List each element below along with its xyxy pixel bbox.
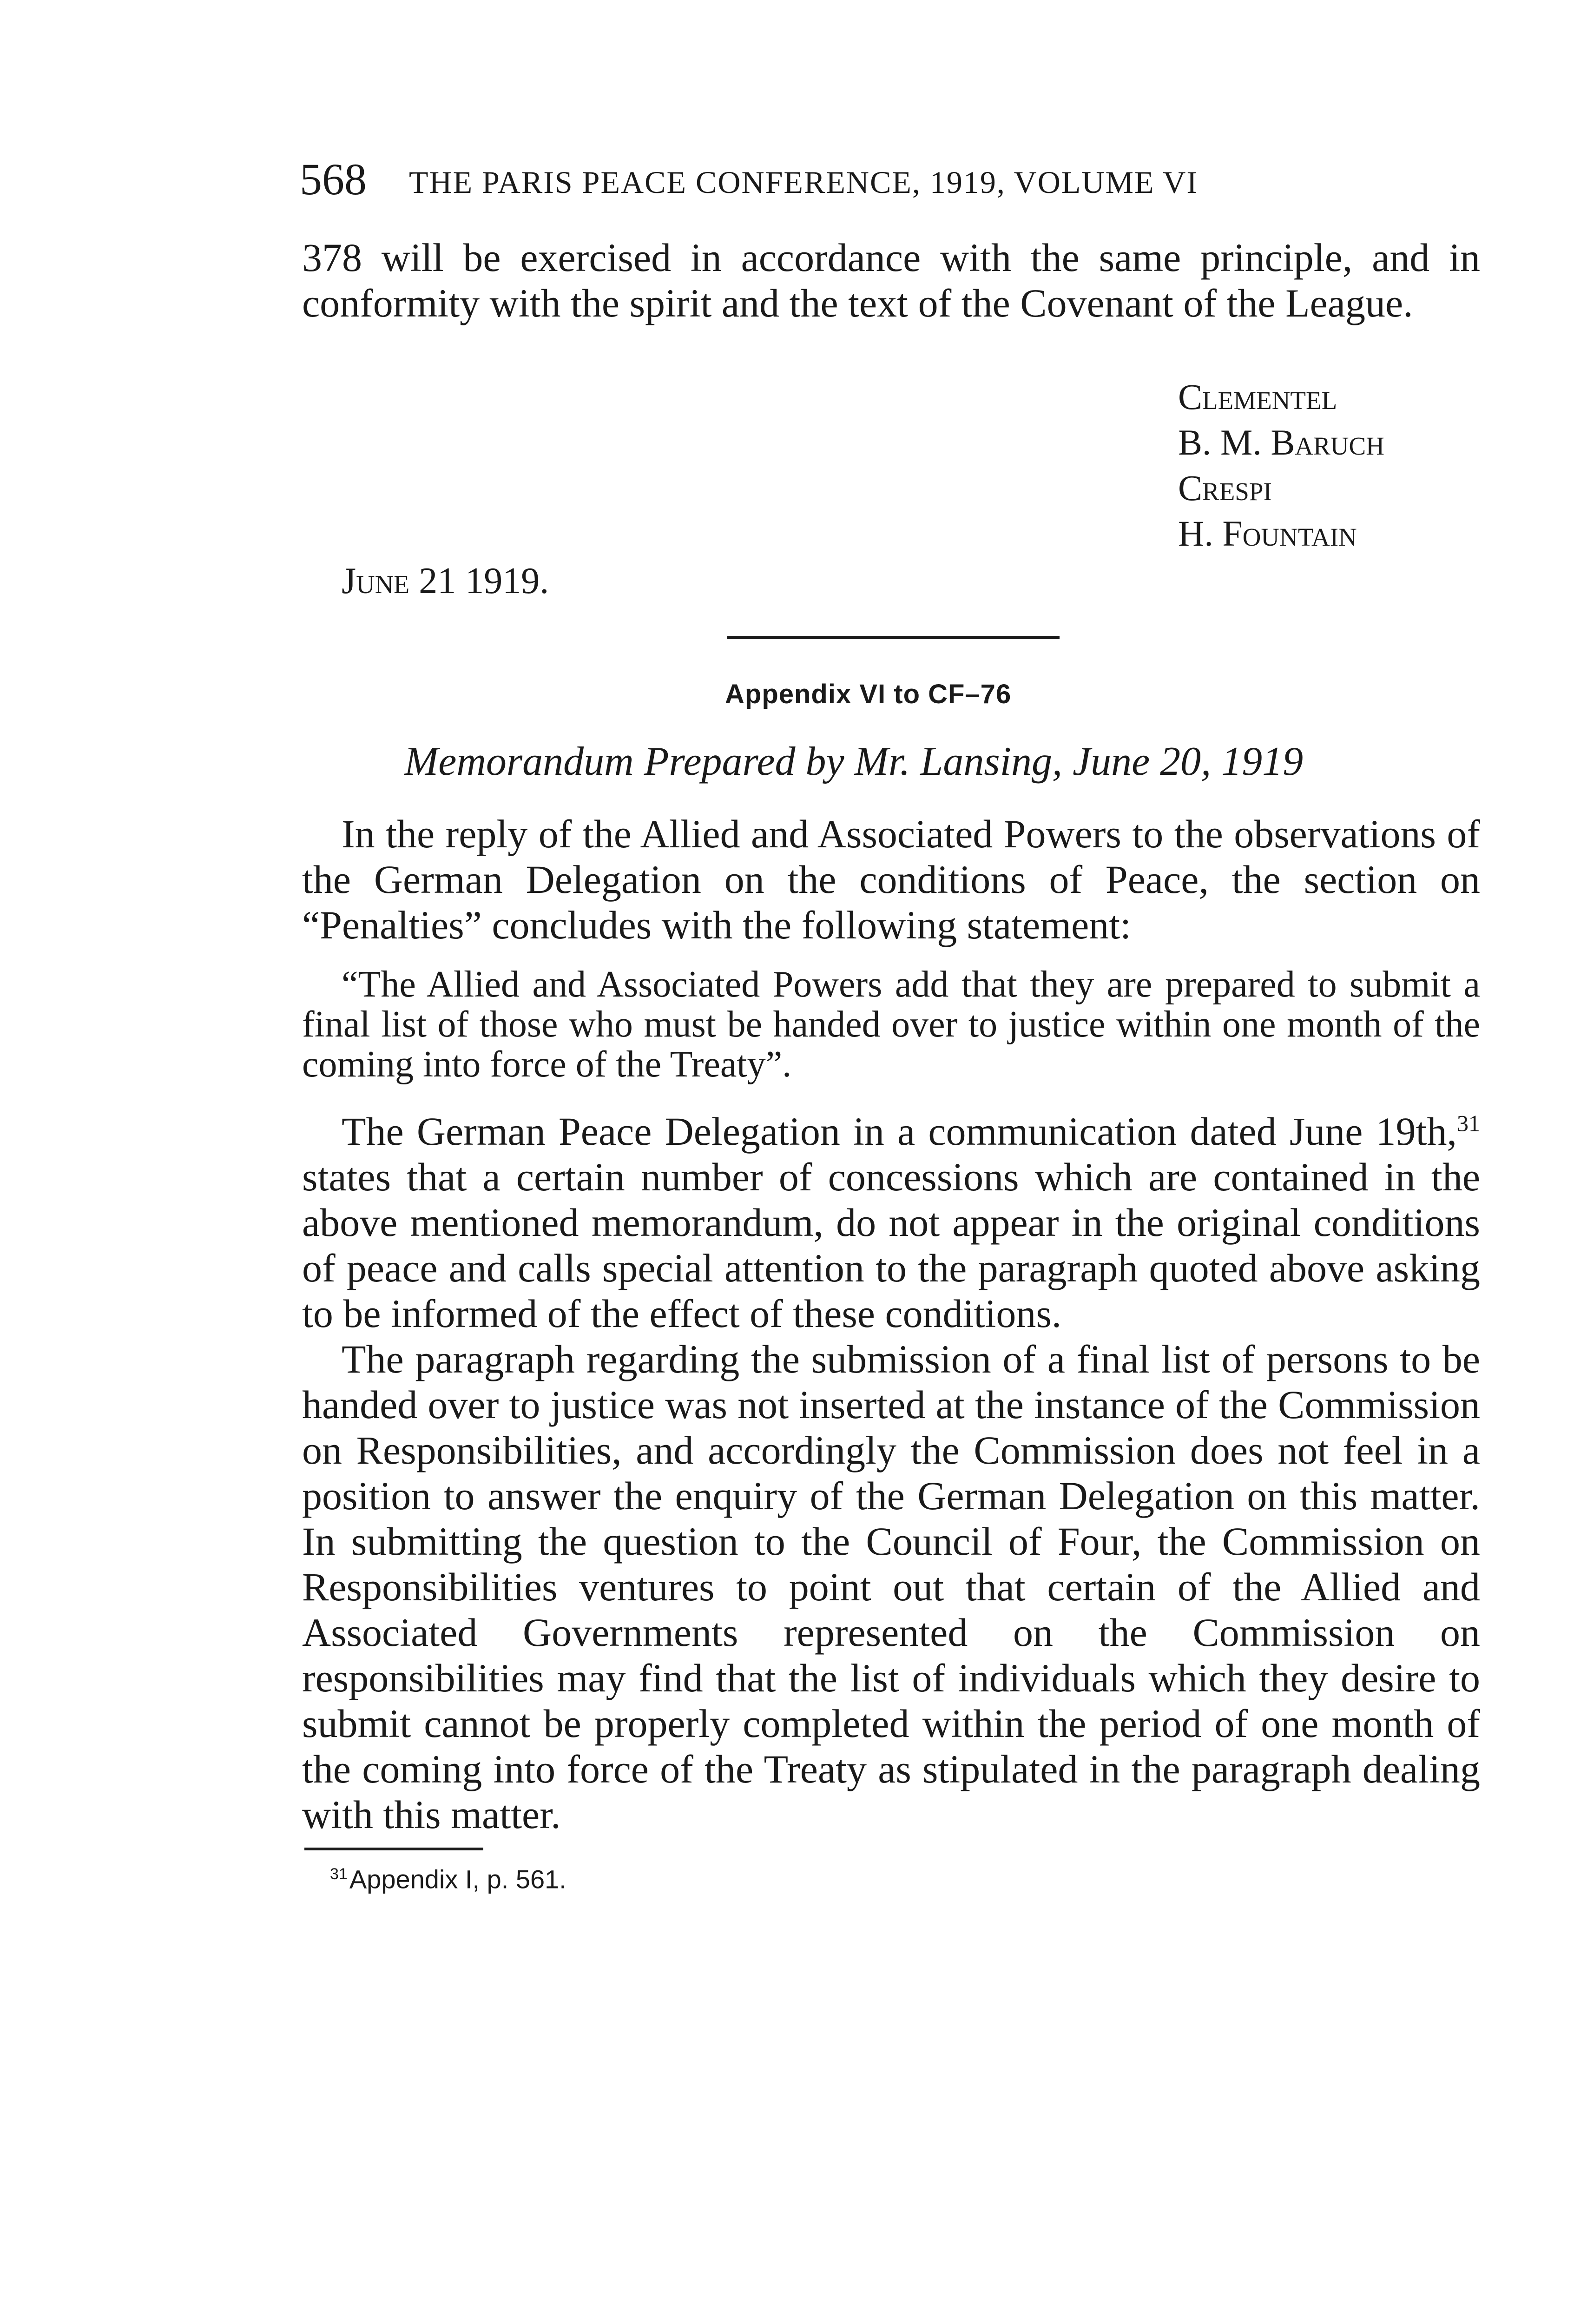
footnote-marker: 31 [330, 1865, 348, 1883]
footnote-reference[interactable]: 31 [1457, 1110, 1480, 1136]
body-paragraph: The paragraph regarding the submission of a final list of persons to be handed over to justice was not inserted at the instance of the Commission on Responsibilities, and accordingly the Commission does not feel in a position to answer the enquiry of the German Delegation on this matter. In submitting the question to the Council of Four, the Commission on Responsibilities ventures to point out that certain of the Allied and Associated Governments represented on the Commission on responsibilities may find that the list of individuals which they desire to submit cannot be properly completed within the period of one month of the coming into force of the Treaty as stipulated in the paragraph dealing with this matter. [302, 1337, 1480, 1837]
body-paragraph [302, 1109, 1480, 1336]
date-line: June 21 1919. [342, 561, 549, 601]
footnote [330, 1866, 566, 1893]
memorandum-title: Memorandum Prepared by Mr. Lansing, June 20, 1919 [404, 739, 1304, 784]
signatory-name: Crespi [1178, 468, 1272, 508]
paragraph-text: states that a certain number of concessions which are contained in the above mentioned memorandum, do not appear in the original conditions of peace and calls special attention to the paragraph quoted above asking to be informed of the effect of these conditions. [302, 1155, 1480, 1336]
footnote-text: Appendix I, p. 561. [349, 1864, 566, 1894]
footnote-divider [304, 1848, 483, 1850]
block-quote: “The Allied and Associated Powers add that they are prepared to submit a final list of those who must be handed over to justice within one month of the coming into force of the Treaty”. [302, 964, 1480, 1085]
paragraph-text: The German Peace Delegation in a communication dated June 19th, [342, 1109, 1457, 1154]
signatory-name: H. Fountain [1178, 513, 1357, 554]
page-number: 568 [300, 154, 367, 204]
signatory-name: Clementel [1178, 376, 1337, 417]
running-title: THE PARIS PEACE CONFERENCE, 1919, VOLUME VI [409, 165, 1198, 200]
appendix-heading: Appendix VI to CF–76 [725, 679, 1012, 709]
section-divider [727, 636, 1060, 639]
body-paragraph: In the reply of the Allied and Associated Powers to the observations of the German Delegation on the conditions of Peace, the section on “Penalties” concludes with the following statement: [302, 812, 1480, 947]
opening-paragraph: 378 will be exercised in accordance with the same principle, and in conformity with the spirit and the text of the Covenant of the League. [302, 235, 1480, 325]
signature-block [1178, 374, 1384, 556]
signatory-name: B. M. Baruch [1178, 422, 1384, 462]
